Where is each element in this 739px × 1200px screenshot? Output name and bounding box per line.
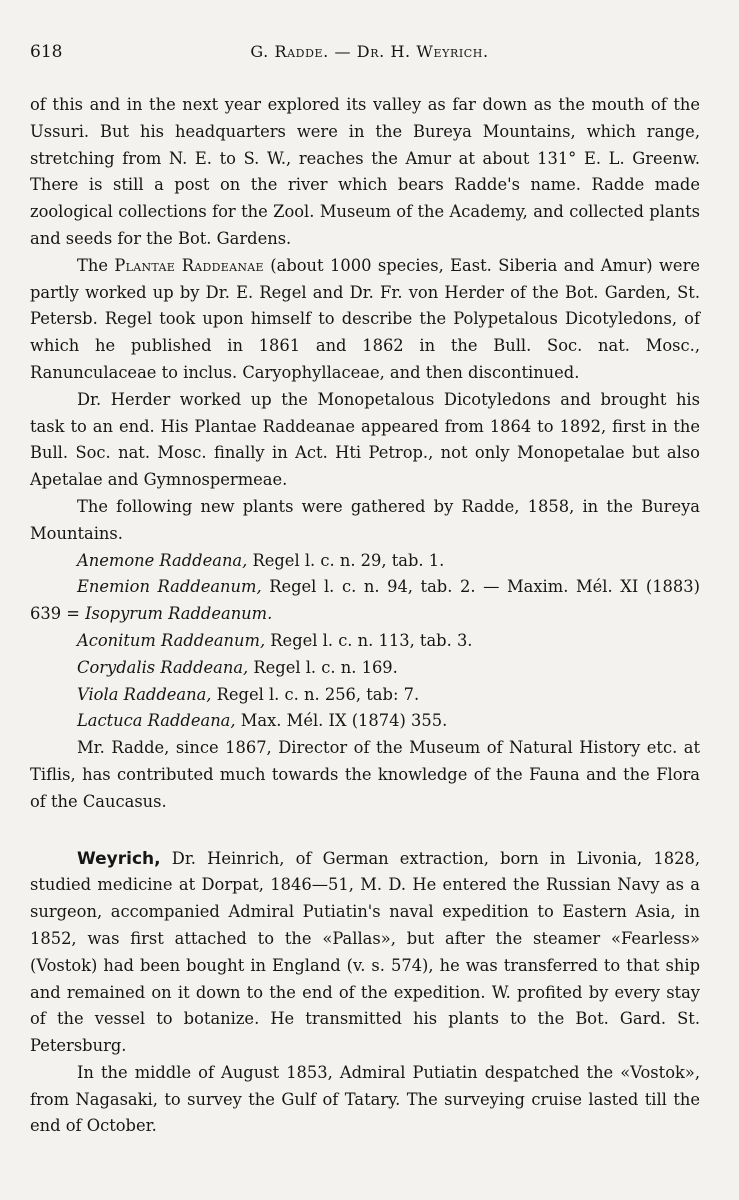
- plant-entry: [30, 682, 700, 709]
- paragraph-text: (about 1000 species, East. Siberia and Amur) were partly worked up by Dr. E. Regel and Dr. Fr. von Herder of the Bot. Garden, St. Petersb. Regel took upon himself to describe the Polypetalous Dicotyledons, of which he published in 1861 and 1862 in the Bull. Soc. nat. Mosc., Ranunculaceae to inclus. Caryophyllaceae, and then discontinued.: [30, 255, 700, 382]
- page-header: [30, 42, 709, 66]
- plant-entry: [30, 574, 700, 628]
- plant-entry: [30, 708, 700, 735]
- plant-entry: [30, 655, 700, 682]
- body-text: [30, 92, 700, 1140]
- plant-reference: Regel l. c. n. 169.: [248, 657, 398, 677]
- plant-name: Aconitum Raddeanum,: [77, 630, 266, 650]
- paragraph-new-plants-intro: The following new plants were gathered by Radde, 1858, in the Bureya Mountains.: [30, 496, 700, 543]
- running-title: G. Radde. — Dr. H. Weyrich.: [250, 42, 489, 61]
- paragraph-radde-bureya: of this and in the next year explored its valley as far down as the mouth of the Ussuri. But his headquarters were in the Bureya Mountains, which range, stretching from N. E. to S. W., reaches the Amur at about 131° E. L. Greenw. There is still a post on the river which bears Radde's name. Radde made zoological collections for the Zool. Museum of the Academy, and collected plants and seeds for the Bot. Gardens.: [30, 95, 700, 248]
- paragraph-text: The: [77, 255, 115, 275]
- plant-synonym: Isopyrum Raddeanum.: [85, 604, 273, 624]
- paragraph-herder: Dr. Herder worked up the Monopetalous Dicotyledons and brought his task to an end. His Plantae Raddeanae appeared from 1864 to 1892, first in the Bull. Soc. nat. Mosc. finally in Act. Hti Petrop., not only Monopetalae but also Apetalae and Gymnospermeae.: [30, 389, 700, 490]
- plant-reference: Regel l. c. n. 29, tab. 1.: [247, 550, 445, 570]
- paragraph-plantae-raddeanae: [30, 253, 700, 387]
- paragraph-vostok: In the middle of August 1853, Admiral Putiatin despatched the «Vostok», from Nagasaki, to survey the Gulf of Tatary. The surveying cruise lasted till the end of October.: [30, 1062, 700, 1136]
- plant-name: Lactuca Raddeana,: [77, 711, 236, 731]
- plant-name: Corydalis Raddeana,: [77, 657, 249, 677]
- paragraph-text: Dr. Heinrich, of German extraction, born in Livonia, 1828, studied medicine at Dorpat, 1846—51, M. D. He entered the Russian Navy as a surgeon, accompanied Admiral Putiatin's naval expedition to Eastern Asia, in 1852, was first attached to the «Pallas», but after the steamer «Fearless» (Vostok) had been bought in England (v. s. 574), he was transferred to that ship and remained on it down to the end of the expedition. W. profited by every stay of the vessel to botanize. He transmitted his plants to the Bot. Gard. St. Petersburg.: [30, 848, 700, 1056]
- plant-entry: [30, 628, 700, 655]
- plant-reference: Max. Mél. IX (1874) 355.: [235, 711, 448, 731]
- plant-reference: Regel l. c. n. 94, tab. 2. — Maxim. Mél. XI (1883) 639 =: [30, 577, 700, 624]
- work-title: Plantae Raddeanae: [114, 255, 264, 275]
- plant-name: Anemone Raddeana,: [77, 550, 248, 570]
- plant-entry: [30, 548, 700, 575]
- paragraph-radde-tiflis: Mr. Radde, since 1867, Director of the Museum of Natural History etc. at Tiflis, has contributed much towards the knowledge of the Fauna and the Flora of the Caucasus.: [30, 738, 700, 811]
- page-number: 618: [30, 42, 63, 62]
- plant-name: Enemion Raddeanum,: [77, 577, 262, 597]
- plant-reference: Regel l. c. n. 113, tab. 3.: [265, 630, 473, 650]
- plant-reference: Regel l. c. n. 256, tab: 7.: [211, 684, 420, 704]
- paragraph-weyrich: [30, 846, 700, 1060]
- section-gap: [30, 816, 700, 846]
- entry-name: Weyrich,: [77, 848, 161, 869]
- plant-name: Viola Raddeana,: [77, 684, 212, 704]
